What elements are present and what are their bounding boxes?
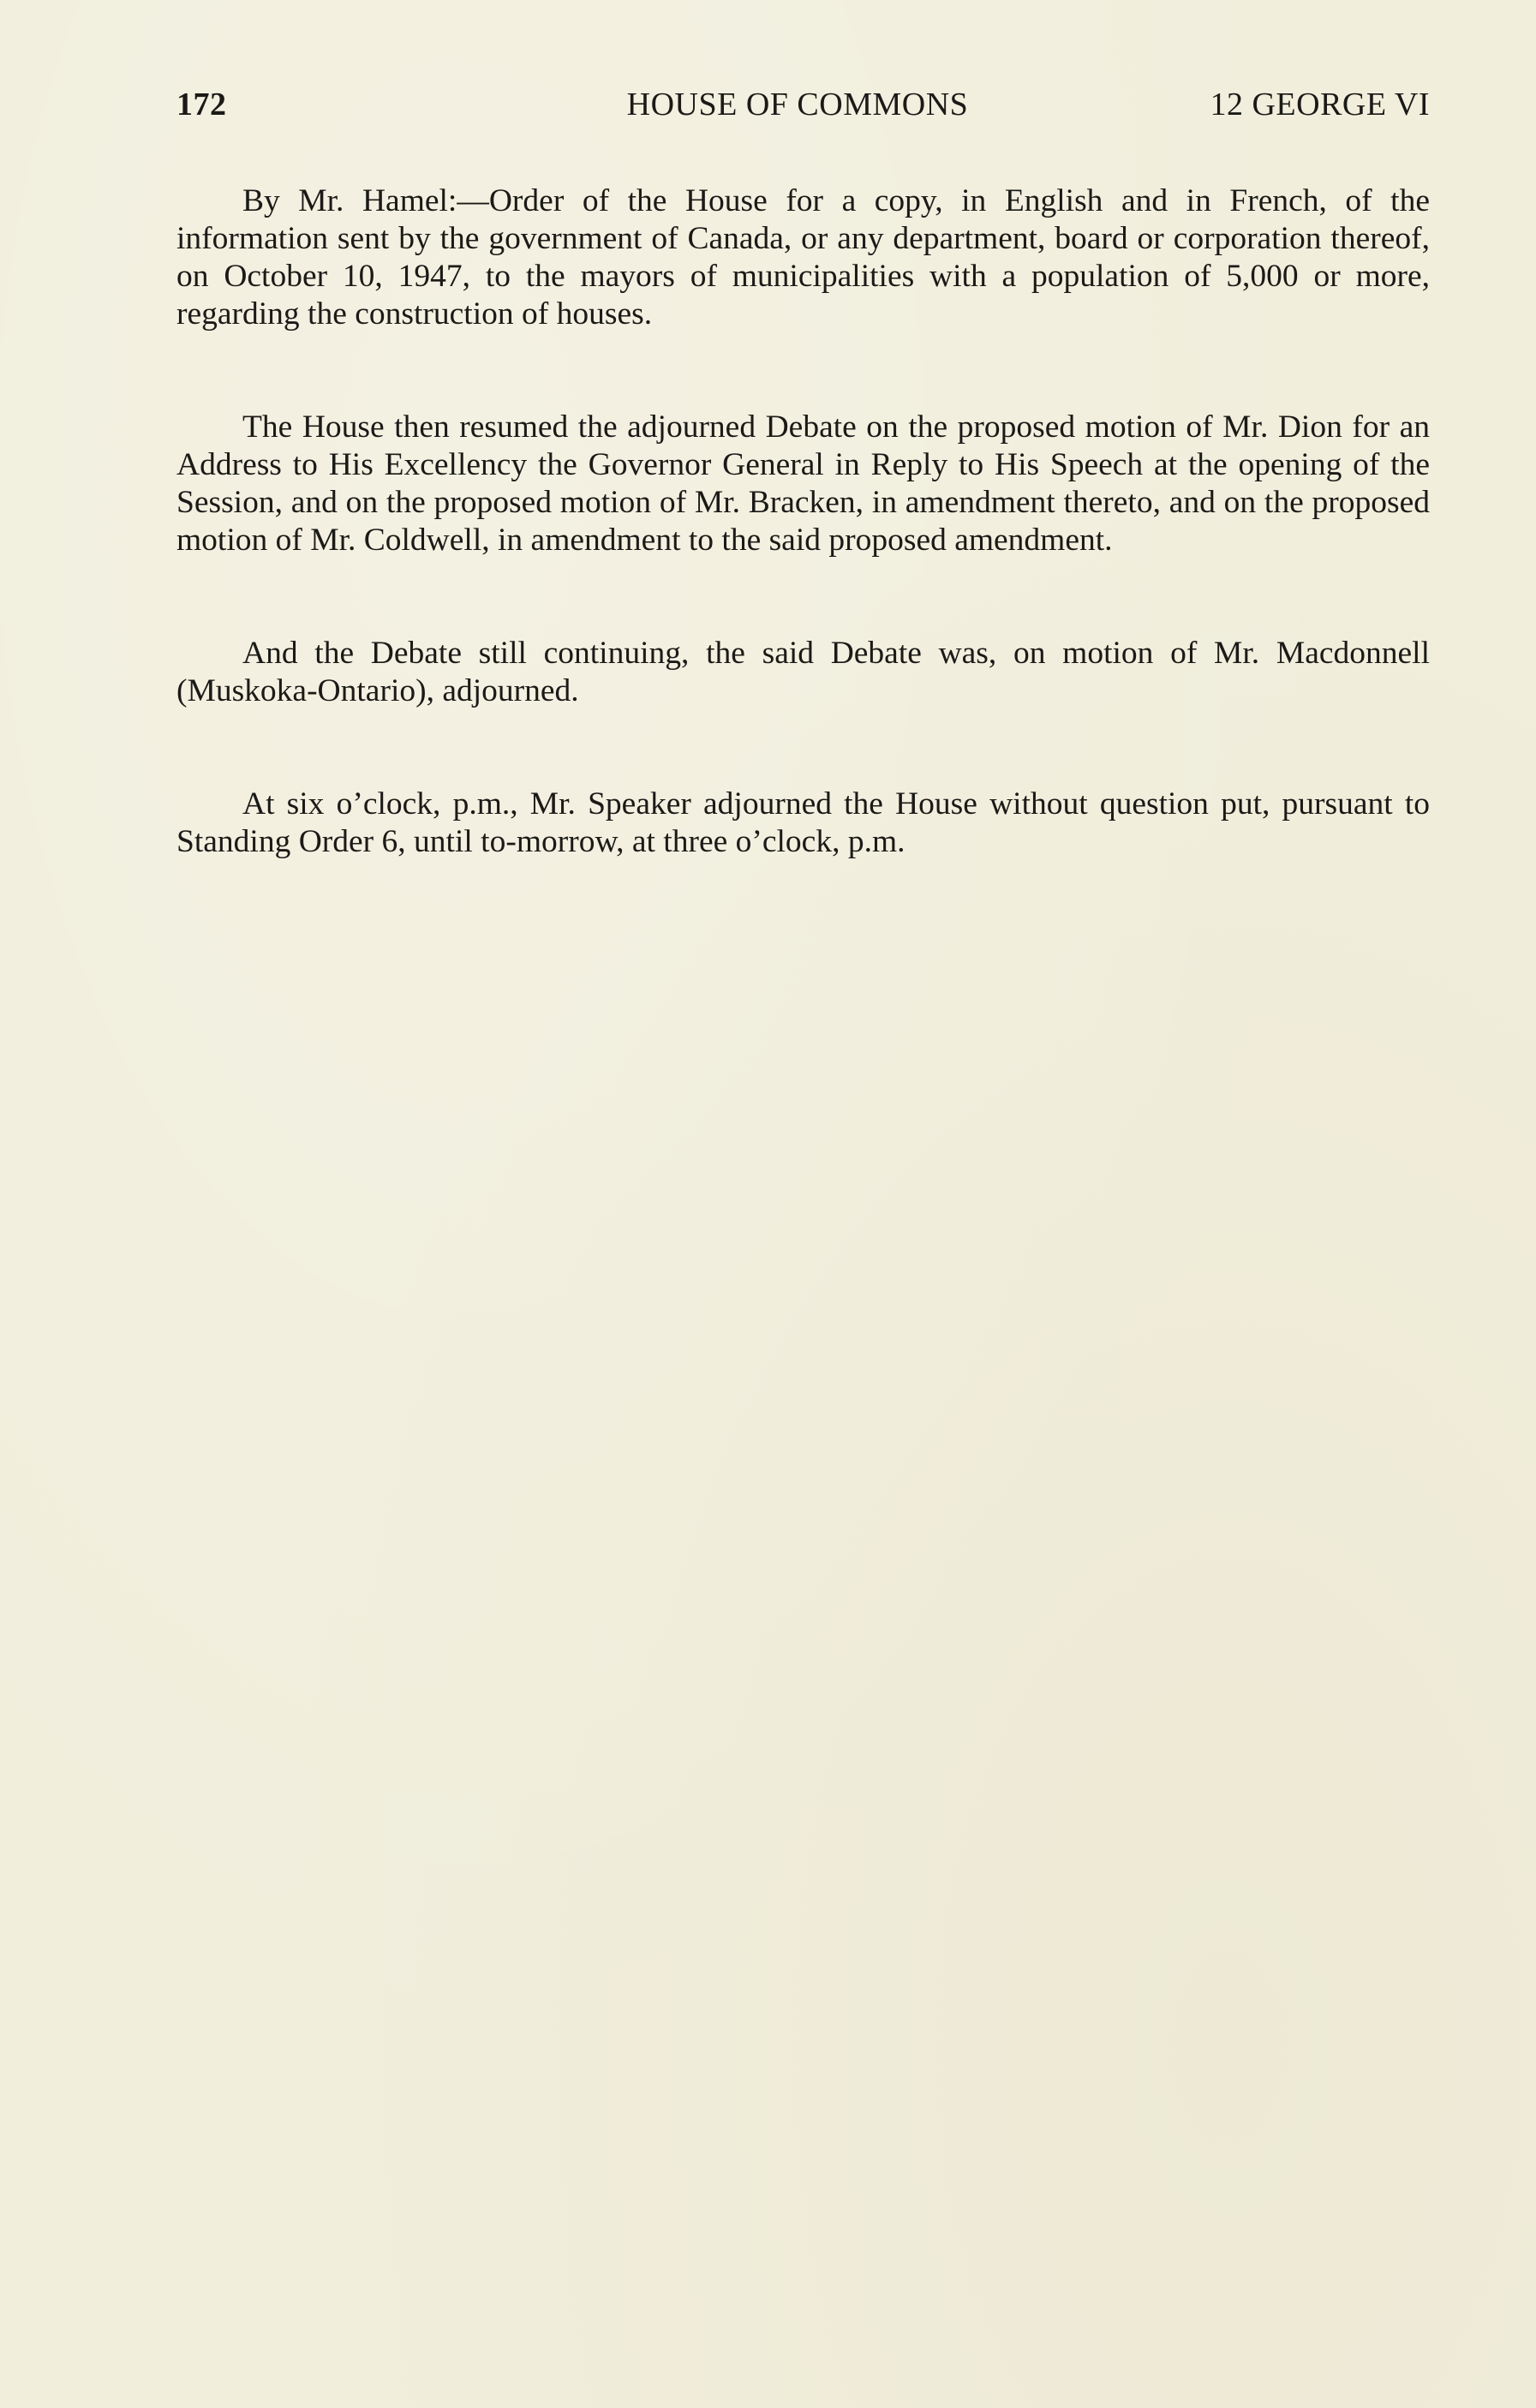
paragraph-house-adjourned: At six o’clock, p.m., Mr. Speaker adjourned the House without question put, pursuant to Standing Order 6, until to-morrow, at three o’clock, p.m. (176, 786, 1430, 859)
paragraph-hamel-order: By Mr. Hamel:—Order of the House for a copy, in English and in French, of the information sent by the government of Canada, or any department, board or corporation thereof, on October 10, 1947, to the mayors of municipalities with a population of 5,000 or more, regarding the construction of houses. (176, 183, 1430, 332)
paragraph-resumed-debate: The House then resumed the adjourned Debate on the proposed motion of Mr. Dion for an Address to His Excellency the Governor General in Reply to His Speech at the opening of the Session, and on the proposed motion of Mr. Bracken, in amendment thereto, and on the proposed motion of Mr. Coldwell, in amendment to the said proposed amendment. (176, 409, 1430, 558)
page-body (176, 182, 1430, 936)
regnal-year: 12 GEORGE VI (1210, 87, 1430, 122)
paragraph-debate-adjourned: And the Debate still continuing, the said Debate was, on motion of Mr. Macdonnell (Muskoka-Ontario), adjourned. (176, 636, 1430, 708)
page-header (176, 86, 1430, 137)
page-number: 172 (176, 87, 227, 122)
running-title: HOUSE OF COMMONS (626, 87, 969, 122)
